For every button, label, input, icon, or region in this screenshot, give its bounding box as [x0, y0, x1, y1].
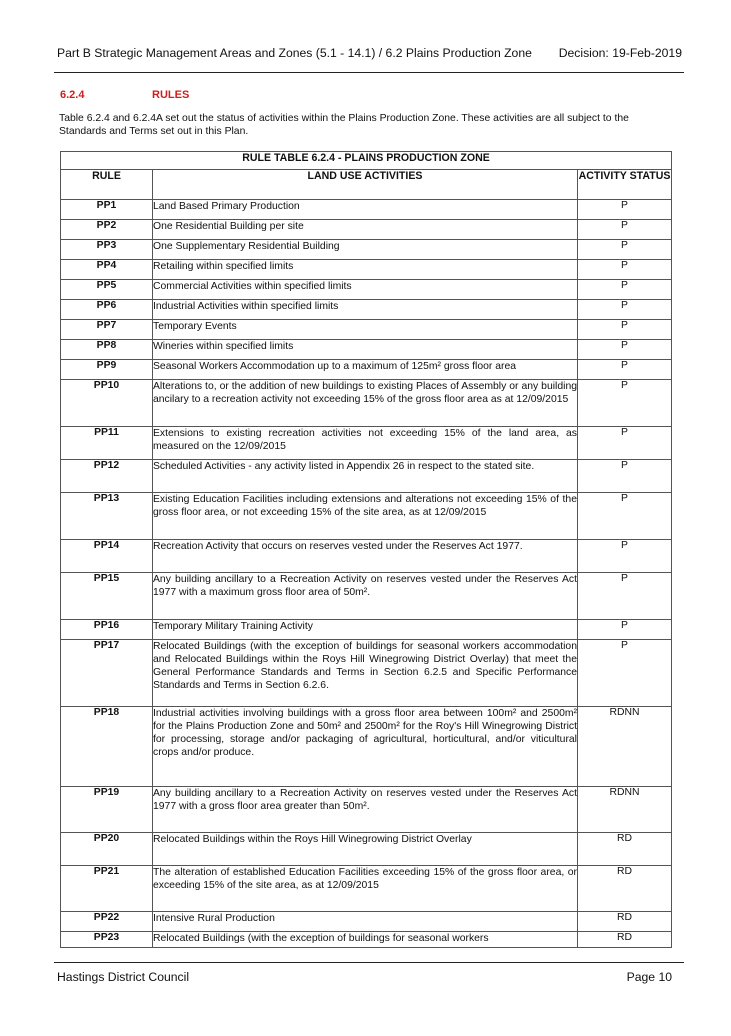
table-row: [61, 280, 672, 300]
activity-description: Industrial activities involving buildings with a gross floor area between 100m² and 2500m² for the Plains Production Zone and 50m² and 2500m² for the Roy's Hill Winegrowing District for processing, storage and/or packaging of agricultural, horticultural, and/or viticultural crops and/or produce.: [153, 707, 578, 787]
activity-description: Seasonal Workers Accommodation up to a maximum of 125m² gross floor area: [153, 360, 578, 380]
section-title: RULES: [152, 89, 190, 101]
activity-description: Scheduled Activities - any activity listed in Appendix 26 in respect to the stated site.: [153, 460, 578, 493]
rule-code: PP6: [61, 300, 153, 320]
activity-description: Alterations to, or the addition of new buildings to existing Places of Assembly or any building ancilary to a recreation activity not exceeding 15% of the gross floor area as at 12/09/2015: [153, 380, 578, 427]
activity-status: P: [578, 260, 672, 280]
activity-description: Retailing within specified limits: [153, 260, 578, 280]
activity-description: Relocated Buildings (with the exception of buildings for seasonal workers accommodation and Relocated Buildings within the Roys Hill Winegrowing District Overlay) that meet the General Performance Standards and Terms in Section 6.2.5 and Specific Performance Standards and Terms in Section 6.2.6.: [153, 640, 578, 707]
column-header-activities: LAND USE ACTIVITIES: [153, 170, 578, 200]
rule-code: PP22: [61, 912, 153, 932]
footer-council-name: Hastings District Council: [57, 970, 190, 984]
activity-description: Extensions to existing recreation activities not exceeding 15% of the land area, as measured on the 12/09/2015: [153, 427, 578, 460]
footer-rule: [54, 962, 684, 963]
activity-description: Temporary Military Training Activity: [153, 620, 578, 640]
activity-status: RD: [578, 833, 672, 866]
activity-description: Any building ancillary to a Recreation Activity on reserves vested under the Reserves Act 1977 with a gross floor area greater than 50m².: [153, 787, 578, 833]
activity-status: P: [578, 320, 672, 340]
rule-code: PP4: [61, 260, 153, 280]
rule-table: [60, 151, 672, 948]
table-row: [61, 240, 672, 260]
activity-status: P: [578, 280, 672, 300]
header-rule: [54, 72, 684, 73]
table-title-row: [61, 152, 672, 170]
section-number: 6.2.4: [60, 89, 85, 101]
table-row: [61, 360, 672, 380]
activity-status: P: [578, 573, 672, 620]
activity-status: P: [578, 220, 672, 240]
table-row: [61, 380, 672, 427]
rule-code: PP8: [61, 340, 153, 360]
header-decision-date: Decision: 19-Feb-2019: [558, 46, 682, 60]
activity-status: RDNN: [578, 787, 672, 833]
page-header: [57, 46, 682, 60]
intro-paragraph: Table 6.2.4 and 6.2.4A set out the status of activities within the Plains Production Zone. These activities are all subject to the Standards and Terms set out in this Plan.: [59, 113, 629, 138]
rule-code: PP13: [61, 493, 153, 540]
table-row: [61, 912, 672, 932]
activity-description: Temporary Events: [153, 320, 578, 340]
rule-code: PP5: [61, 280, 153, 300]
activity-description: Relocated Buildings within the Roys Hill Winegrowing District Overlay: [153, 833, 578, 866]
activity-description: Industrial Activities within specified limits: [153, 300, 578, 320]
activity-description: One Supplementary Residential Building: [153, 240, 578, 260]
rule-code: PP9: [61, 360, 153, 380]
activity-status: RD: [578, 866, 672, 912]
table-row: [61, 493, 672, 540]
table-row: [61, 200, 672, 220]
header-document-title: Part B Strategic Management Areas and Zones (5.1 - 14.1) / 6.2 Plains Production Zone: [57, 46, 532, 60]
activity-description: Wineries within specified limits: [153, 340, 578, 360]
rule-code: PP21: [61, 866, 153, 912]
activity-description: Relocated Buildings (with the exception of buildings for seasonal workers: [153, 932, 578, 948]
activity-status: P: [578, 380, 672, 427]
activity-status: P: [578, 620, 672, 640]
rule-code: PP14: [61, 540, 153, 573]
page-footer: [57, 970, 672, 984]
column-header-rule: RULE: [61, 170, 153, 200]
activity-status: RDNN: [578, 707, 672, 787]
table-row: [61, 833, 672, 866]
rule-code: PP1: [61, 200, 153, 220]
activity-description: One Residential Building per site: [153, 220, 578, 240]
activity-status: P: [578, 427, 672, 460]
activity-description: Any building ancillary to a Recreation Activity on reserves vested under the Reserves Act 1977 with a maximum gross floor area of 50m².: [153, 573, 578, 620]
table-row: [61, 220, 672, 240]
activity-description: Existing Education Facilities including extensions and alterations not exceeding 15% of the gross floor area, or not exceeding 15% of the site area, as at 12/09/2015: [153, 493, 578, 540]
table-row: [61, 707, 672, 787]
table-row: [61, 787, 672, 833]
rule-code: PP11: [61, 427, 153, 460]
activity-status: RD: [578, 932, 672, 948]
activity-description: Land Based Primary Production: [153, 200, 578, 220]
table-header-row: [61, 170, 672, 200]
activity-status: P: [578, 340, 672, 360]
rule-code: PP12: [61, 460, 153, 493]
table-row: [61, 640, 672, 707]
rule-code: PP15: [61, 573, 153, 620]
rule-code: PP20: [61, 833, 153, 866]
activity-description: Intensive Rural Production: [153, 912, 578, 932]
table-title: RULE TABLE 6.2.4 - PLAINS PRODUCTION ZONE: [61, 152, 672, 170]
activity-status: P: [578, 493, 672, 540]
table-row: [61, 866, 672, 912]
column-header-status: ACTIVITY STATUS: [578, 170, 672, 200]
activity-description: The alteration of established Education Facilities exceeding 15% of the gross floor area, or exceeding 15% of the site area, as at 12/09/2015: [153, 866, 578, 912]
activity-description: Commercial Activities within specified limits: [153, 280, 578, 300]
rule-code: PP7: [61, 320, 153, 340]
rule-code: PP16: [61, 620, 153, 640]
table-row: [61, 260, 672, 280]
activity-description: Recreation Activity that occurs on reserves vested under the Reserves Act 1977.: [153, 540, 578, 573]
table-row: [61, 620, 672, 640]
table-row: [61, 427, 672, 460]
rule-code: PP2: [61, 220, 153, 240]
activity-status: P: [578, 360, 672, 380]
table-row: [61, 320, 672, 340]
rule-code: PP18: [61, 707, 153, 787]
rule-code: PP17: [61, 640, 153, 707]
table-row: [61, 460, 672, 493]
rule-code: PP19: [61, 787, 153, 833]
activity-status: P: [578, 540, 672, 573]
table-row: [61, 573, 672, 620]
rule-code: PP3: [61, 240, 153, 260]
activity-status: P: [578, 300, 672, 320]
footer-page-number: Page 10: [626, 970, 672, 984]
table-row: [61, 300, 672, 320]
table-row: [61, 340, 672, 360]
activity-status: RD: [578, 912, 672, 932]
activity-status: P: [578, 640, 672, 707]
table-row: [61, 540, 672, 573]
activity-status: P: [578, 460, 672, 493]
activity-status: P: [578, 240, 672, 260]
rule-code: PP23: [61, 932, 153, 948]
rule-code: PP10: [61, 380, 153, 427]
table-row: [61, 932, 672, 948]
activity-status: P: [578, 200, 672, 220]
